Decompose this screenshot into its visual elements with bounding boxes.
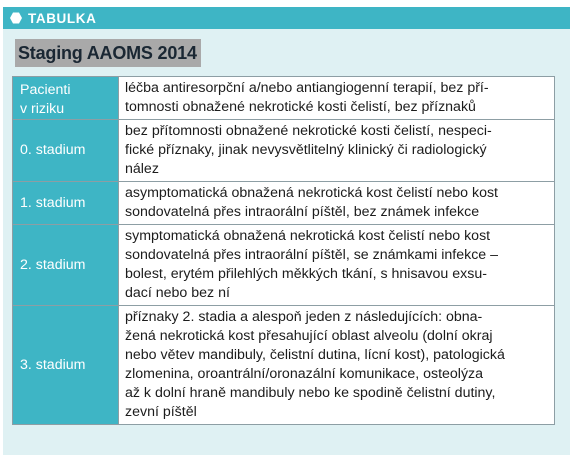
description-cell xyxy=(119,77,555,120)
stage-label: 2. stadium xyxy=(20,256,86,273)
description-line: zevní píštěl xyxy=(125,404,197,420)
stage-label: Pacienti xyxy=(20,82,71,98)
description-line: žená nekrotická kost přesahující oblast alveolu (dolní okraj xyxy=(125,328,493,344)
description-line: až k dolní hraně mandibuly nebo ke spodině čelistní dutiny, xyxy=(125,385,496,401)
description-line: symptomatická obnažená nekrotická kost čelistí nebo kost xyxy=(125,228,491,244)
stage-cell xyxy=(13,77,119,120)
table-row xyxy=(13,306,555,425)
stage-label: 3. stadium xyxy=(20,356,86,373)
description-line: nález xyxy=(125,161,159,177)
description-line: sondovatelná přes intraorální píštěl, bez známek infekce xyxy=(125,204,480,220)
stage-label: v riziku xyxy=(20,101,65,117)
table-row xyxy=(13,225,555,306)
title-wrapper xyxy=(15,38,201,68)
table-row xyxy=(13,77,555,120)
table-row xyxy=(13,120,555,182)
description-cell xyxy=(119,120,555,182)
stage-cell xyxy=(13,182,119,225)
table-row xyxy=(13,182,555,225)
stage-label: 0. stadium xyxy=(20,142,86,158)
description-cell xyxy=(119,225,555,306)
description-line: sondovatelná přes intraorální píštěl, se známkami infekce – xyxy=(125,247,499,263)
description-line: asymptomatická obnažená nekrotická kost čelistí nebo kost xyxy=(125,185,499,201)
stage-label: 1. stadium xyxy=(20,194,86,211)
description-line: příznaky 2. stadia a alespoň jeden z následujících: obna- xyxy=(125,309,483,325)
box-tag-label: TABULKA xyxy=(28,10,97,26)
description-line: dací nebo bez ní xyxy=(125,285,230,301)
description-line: bolest, erytém přilehlých měkkých tkání, s hnisavou exsu- xyxy=(125,266,487,282)
description-cell xyxy=(119,306,555,425)
description-line: zlomenina, oroantrální/oronazální komunikace, osteolýza xyxy=(125,366,484,382)
box-header xyxy=(3,7,570,29)
stage-cell xyxy=(13,306,119,425)
stage-cell xyxy=(13,120,119,182)
description-line: léčba antiresorpční a/nebo antiangiogenní terapií, bez pří- xyxy=(125,80,489,96)
table-title: Staging AAOMS 2014 xyxy=(15,39,201,67)
stage-cell xyxy=(13,225,119,306)
description-line: nebo větev mandibuly, čelistní dutina, lícní kost), patologická xyxy=(125,347,505,363)
description-line: bez přítomnosti obnažené nekrotické kosti čelistí, nespeci- xyxy=(125,123,492,139)
description-line: tomnosti obnažené nekrotické kosti čelistí, bez příznaků xyxy=(125,99,476,115)
description-cell xyxy=(119,182,555,225)
staging-table xyxy=(12,76,555,425)
hexagon-icon xyxy=(10,12,22,24)
description-line: fické příznaky, jinak nevysvětlitelný klinický či radiologický xyxy=(125,142,487,158)
